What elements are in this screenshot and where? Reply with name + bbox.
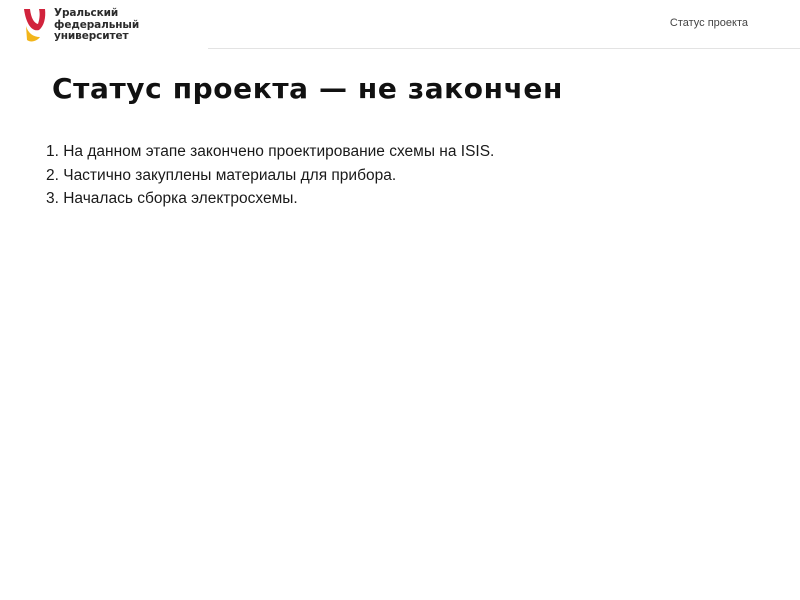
logo-text [54,8,139,43]
slide-title: Статус проекта — не закончен [52,72,563,105]
logo-line-3: университет [54,30,129,42]
status-list [46,140,494,211]
logo-line-2: федеральный [54,18,140,31]
header-divider [208,48,800,49]
list-item: 1. На данном этапе закончено проектирование схемы на ISIS. [46,143,495,160]
list-item: 2. Частично закуплены материалы для прибора. [46,166,397,184]
logo-line-1: Уральский [54,7,119,19]
university-logo [22,6,162,46]
header-section-label: Статус проекта [669,17,748,29]
ural-federal-university-logo-icon [22,6,48,46]
list-item: 3. Началась сборка электросхемы. [46,190,298,207]
